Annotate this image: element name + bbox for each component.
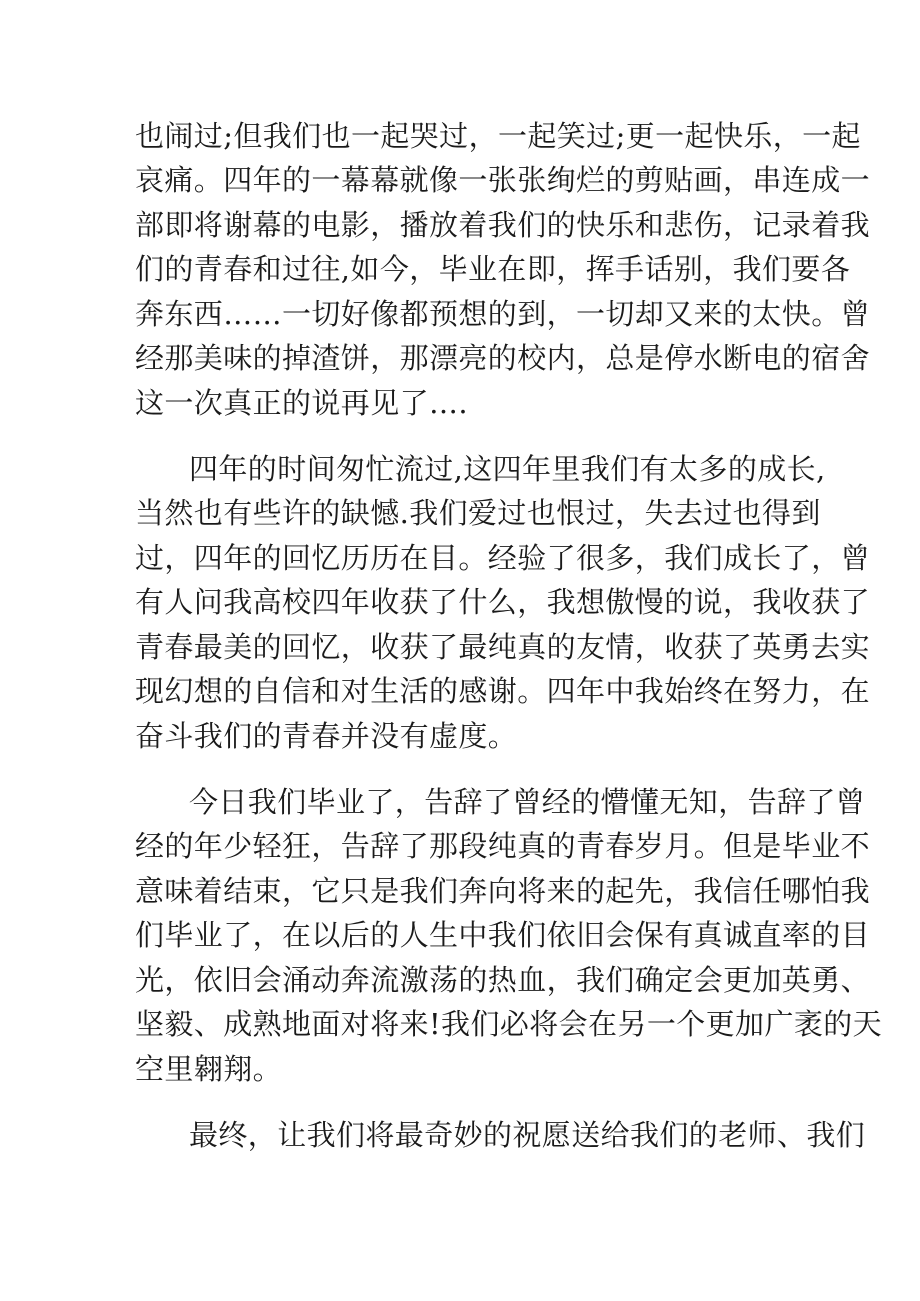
paragraph-3-line-4: 们毕业了，在以后的人生中我们依旧会保有真诚直率的目 xyxy=(135,918,871,952)
paragraph-1-line-5: 奔东西……一切好像都预想的到，一切却又来的太快。曾 xyxy=(135,297,871,331)
paragraph-3-line-3: 意味着结束，它只是我们奔向将来的起先，我信任哪怕我 xyxy=(135,874,871,908)
paragraph-1-line-2: 哀痛。四年的一幕幕就像一张张绚烂的剪贴画，串连成一 xyxy=(135,163,871,197)
paragraph-2-line-4: 有人问我高校四年收获了什么，我想傲慢的说，我收获了 xyxy=(135,585,871,619)
paragraph-1-line-3: 部即将谢幕的电影，播放着我们的快乐和悲伤，记录着我 xyxy=(135,208,871,242)
paragraph-3-line-1: 今日我们毕业了，告辞了曾经的懵懂无知，告辞了曾 xyxy=(189,785,866,819)
paragraph-1-line-7: 这一次真正的说再见了…. xyxy=(135,386,469,420)
paragraph-2-line-2: 当然也有些许的缺憾.我们爱过也恨过，失去过也得到 xyxy=(135,496,821,530)
paragraph-2-line-3: 过，四年的回忆历历在目。经验了很多，我们成长了，曾 xyxy=(135,541,871,575)
paragraph-3-line-5: 光，依旧会涌动奔流激荡的热血，我们确定会更加英勇、 xyxy=(135,963,871,997)
paragraph-1-line-6: 经那美味的掉渣饼，那漂亮的校内，总是停水断电的宿舍 xyxy=(135,341,871,375)
paragraph-4-line-1: 最终，让我们将最奇妙的祝愿送给我们的老师、我们 xyxy=(189,1118,866,1152)
paragraph-3-line-7: 空里翱翔。 xyxy=(135,1052,283,1086)
paragraph-1-line-1: 也闹过;但我们也一起哭过，一起笑过;更一起快乐，一起 xyxy=(135,119,861,153)
paragraph-3-line-2: 经的年少轻狂，告辞了那段纯真的青春岁月。但是毕业不 xyxy=(135,829,871,863)
paragraph-2-line-5: 青春最美的回忆，收获了最纯真的友情，收获了英勇去实 xyxy=(135,630,871,664)
paragraph-2-line-1: 四年的时间匆忙流过,这四年里我们有太多的成长, xyxy=(189,452,826,486)
paragraph-2-line-7: 奋斗我们的青春并没有虚度。 xyxy=(135,719,518,753)
paragraph-2-line-6: 现幻想的自信和对生活的感谢。四年中我始终在努力，在 xyxy=(135,674,871,708)
paragraph-3-line-6: 坚毅、成熟地面对将来!我们必将会在另一个更加广袤的天 xyxy=(135,1007,883,1041)
paragraph-1-line-4: 们的青春和过往,如今，毕业在即，挥手话别，我们要各 xyxy=(135,252,851,286)
